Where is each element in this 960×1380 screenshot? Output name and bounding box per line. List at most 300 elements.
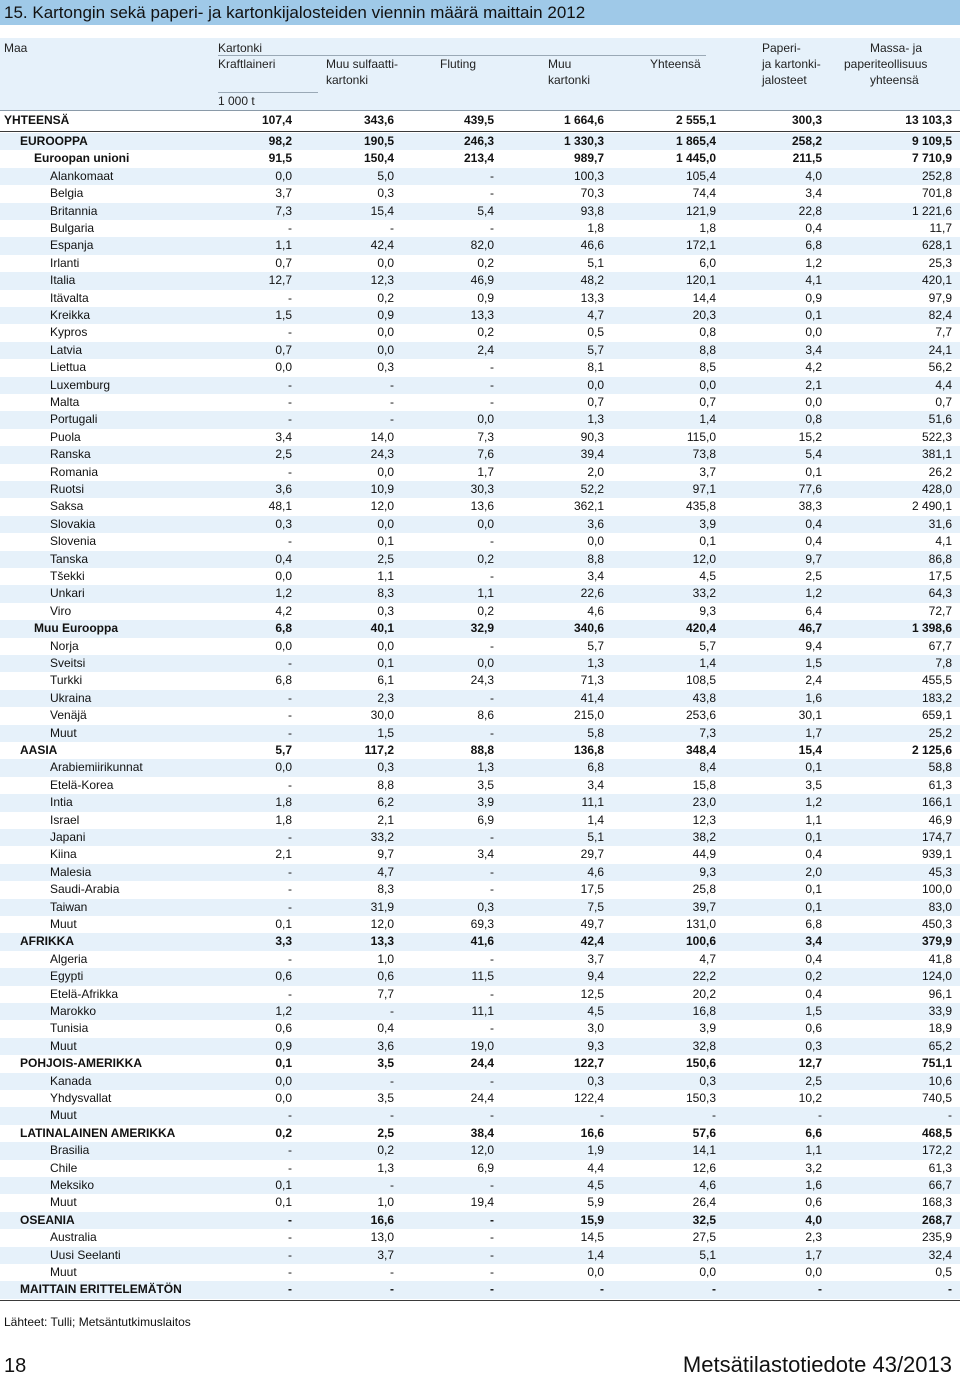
cell-value: 0,0 — [699, 1265, 716, 1279]
cell-value: 3,4 — [477, 847, 494, 862]
cell-value: 3,0 — [587, 1021, 604, 1036]
cell-value: 0,7 — [935, 395, 952, 409]
cell-value: - — [288, 290, 292, 305]
cell-value: - — [948, 1282, 952, 1297]
row-label: Muu Eurooppa — [34, 621, 118, 636]
cell-value: 6,8 — [275, 673, 292, 688]
cell-value: 0,2 — [477, 255, 494, 270]
row-label: Tšekki — [50, 569, 85, 583]
cell-value: 215,0 — [573, 708, 604, 723]
cell-value: 3,4 — [805, 934, 822, 949]
cell-value: 252,8 — [921, 168, 952, 183]
cell-value: 3,7 — [699, 464, 716, 479]
cell-value: 30,1 — [798, 708, 822, 723]
cell-value: 0,2 — [377, 1143, 394, 1158]
cell-value: - — [490, 221, 494, 235]
cell-value: 300,3 — [791, 113, 822, 127]
row-label: Muut — [50, 1195, 77, 1210]
table-row — [0, 220, 960, 237]
cell-value: 2,5 — [805, 1073, 822, 1088]
table-row — [0, 968, 960, 985]
cell-value: 4,1 — [935, 534, 952, 549]
cell-value: 32,4 — [928, 1247, 952, 1262]
cell-value: 41,8 — [928, 951, 952, 966]
cell-value: 24,4 — [470, 1056, 494, 1071]
cell-value: 2,5 — [377, 551, 394, 566]
cell-value: 0,3 — [377, 186, 394, 201]
cell-value: 381,1 — [921, 447, 952, 462]
cell-value: 3,5 — [477, 777, 494, 792]
cell-value: 0,0 — [377, 342, 394, 357]
cell-value: 29,7 — [580, 847, 604, 862]
cell-value: 659,1 — [921, 708, 952, 723]
cell-value: 0,1 — [805, 308, 822, 322]
cell-value: 751,1 — [921, 1056, 952, 1071]
cell-value: 0,3 — [699, 1073, 716, 1088]
cell-value: 66,7 — [928, 1178, 952, 1192]
cell-value: 1,1 — [275, 238, 292, 253]
cell-value: 628,1 — [921, 238, 952, 253]
cell-value: 51,6 — [928, 412, 952, 427]
cell-value: 41,6 — [470, 934, 494, 949]
cell-value: 74,4 — [692, 186, 716, 201]
cell-value: 108,5 — [685, 673, 716, 688]
cell-value: - — [390, 1004, 394, 1018]
cell-value: 124,0 — [921, 969, 952, 984]
cell-value: 10,6 — [928, 1073, 952, 1088]
cell-value: 0,1 — [805, 760, 822, 775]
cell-value: 0,2 — [377, 290, 394, 305]
cell-value: 3,6 — [275, 482, 292, 496]
cell-value: 0,3 — [587, 1073, 604, 1088]
header-kartonki: Kartonki — [218, 41, 263, 55]
table-row — [0, 794, 960, 811]
cell-value: 57,6 — [692, 1125, 716, 1140]
cell-value: - — [490, 186, 494, 201]
table-row — [0, 324, 960, 341]
cell-value: 0,3 — [805, 1038, 822, 1053]
cell-value: - — [288, 830, 292, 844]
table-row — [0, 272, 960, 289]
cell-value: 0,2 — [477, 325, 494, 340]
cell-value: 3,4 — [587, 569, 604, 583]
cell-value: - — [390, 1265, 394, 1279]
cell-value: 6,0 — [699, 255, 716, 270]
header-kraftlaineri: Kraftlaineri — [218, 57, 276, 71]
cell-value: 67,7 — [928, 638, 952, 653]
cell-value: 77,6 — [798, 482, 822, 496]
cell-value: 12,0 — [470, 1143, 494, 1158]
header-massa-3: yhteensä — [870, 73, 919, 87]
cell-value: - — [390, 1108, 394, 1123]
cell-value: 107,4 — [261, 113, 292, 127]
cell-value: 0,3 — [377, 760, 394, 775]
cell-value: 166,1 — [921, 795, 952, 810]
cell-value: 0,8 — [699, 325, 716, 340]
cell-value: 5,7 — [587, 342, 604, 357]
cell-value: 13,6 — [470, 499, 494, 514]
row-label: Bulgaria — [50, 221, 95, 235]
cell-value: 258,2 — [791, 134, 822, 148]
cell-value: 1,4 — [699, 412, 716, 427]
cell-value: - — [490, 1212, 494, 1227]
cell-value: 0,1 — [275, 1178, 292, 1192]
cell-value: 46,9 — [470, 273, 494, 288]
page-title: 15. Kartongin sekä paperi- ja kartonkijalosteiden viennin määrä maittain 2012 — [4, 3, 586, 22]
cell-value: - — [490, 377, 494, 392]
cell-value: - — [390, 221, 394, 235]
cell-value: 0,1 — [805, 882, 822, 897]
row-label: Kiina — [50, 847, 77, 862]
cell-value: 97,1 — [692, 482, 716, 496]
cell-value: 0,1 — [805, 464, 822, 479]
page-number: 18 — [4, 1355, 27, 1377]
cell-value: - — [288, 1108, 292, 1123]
cell-value: 0,6 — [275, 969, 292, 984]
row-label: Ranska — [50, 447, 91, 462]
row-label: Irlanti — [50, 255, 80, 270]
cell-value: 22,8 — [798, 203, 822, 218]
cell-value: 1 445,0 — [675, 151, 716, 166]
table-row — [0, 1264, 960, 1281]
cell-value: 10,9 — [370, 482, 394, 496]
cell-value: 5,9 — [587, 1195, 604, 1210]
table-row — [0, 916, 960, 933]
cell-value: 1 330,3 — [563, 134, 604, 148]
cell-value: 5,4 — [805, 447, 822, 462]
row-label: Espanja — [50, 238, 94, 253]
cell-value: 15,9 — [580, 1212, 604, 1227]
cell-value: 1 221,6 — [911, 203, 952, 218]
cell-value: 9,3 — [699, 603, 716, 618]
row-label: Brasilia — [50, 1143, 90, 1158]
row-label: Euroopan unioni — [34, 151, 130, 166]
cell-value: 235,9 — [921, 1230, 952, 1245]
cell-value: - — [288, 899, 292, 914]
cell-value: 5,1 — [587, 830, 604, 844]
cell-value: 4,7 — [699, 951, 716, 966]
cell-value: 61,3 — [928, 777, 952, 792]
cell-value: - — [490, 1178, 494, 1192]
cell-value: 30,0 — [370, 708, 394, 723]
cell-value: 1,4 — [587, 812, 604, 827]
cell-value: 3,7 — [587, 951, 604, 966]
cell-value: - — [490, 1282, 494, 1297]
row-label: Portugali — [50, 412, 98, 427]
cell-value: 1,0 — [377, 1195, 394, 1210]
cell-value: 4,2 — [275, 603, 292, 618]
table-bottom-rule — [0, 1300, 960, 1301]
cell-value: 121,9 — [685, 203, 716, 218]
cell-value: 8,8 — [699, 342, 716, 357]
cell-value: 5,1 — [587, 255, 604, 270]
cell-value: 13,3 — [470, 308, 494, 322]
cell-value: 38,4 — [470, 1125, 494, 1140]
cell-value: 420,4 — [685, 621, 716, 636]
cell-value: 5,1 — [699, 1247, 716, 1262]
publication-name: Metsätilastotiedote 43/2013 — [682, 1352, 952, 1377]
cell-value: 253,6 — [685, 708, 716, 723]
cell-value: - — [490, 534, 494, 549]
row-label: Meksiko — [50, 1178, 95, 1192]
cell-value: - — [712, 1282, 716, 1297]
cell-value: 1,7 — [805, 725, 822, 740]
cell-value: 6,1 — [377, 673, 394, 688]
row-label: Israel — [50, 812, 80, 827]
cell-value: - — [490, 1073, 494, 1088]
cell-value: 0,7 — [699, 395, 716, 409]
header-massa-1: Massa- ja — [870, 41, 923, 55]
cell-value: 3,7 — [275, 186, 292, 201]
cell-value: - — [490, 951, 494, 966]
cell-value: 65,2 — [928, 1038, 952, 1053]
cell-value: 9 109,5 — [911, 134, 952, 148]
cell-value: 48,1 — [268, 499, 292, 514]
cell-value: 42,4 — [580, 934, 604, 949]
cell-value: 0,0 — [805, 325, 822, 340]
table-row — [0, 881, 960, 898]
cell-value: 1,7 — [477, 464, 494, 479]
table-row — [0, 864, 960, 881]
cell-value: 3,3 — [275, 934, 292, 949]
cell-value: 12,0 — [370, 499, 394, 514]
cell-value: - — [288, 1247, 292, 1262]
row-label: Puola — [50, 429, 81, 444]
cell-value: 24,1 — [928, 342, 952, 357]
cell-value: 7,3 — [699, 725, 716, 740]
cell-value: 150,4 — [363, 151, 394, 166]
cell-value: 0,0 — [377, 255, 394, 270]
row-label: MAITTAIN ERITTELEMÄTÖN — [20, 1282, 182, 1297]
cell-value: 9,7 — [377, 847, 394, 862]
cell-value: - — [390, 395, 394, 409]
cell-value: 22,6 — [580, 586, 604, 601]
cell-value: - — [288, 725, 292, 740]
cell-value: 0,0 — [699, 377, 716, 392]
cell-value: - — [288, 377, 292, 392]
cell-value: 1,8 — [699, 221, 716, 235]
cell-value: - — [490, 569, 494, 583]
cell-value: - — [600, 1108, 604, 1123]
cell-value: 4,5 — [699, 569, 716, 583]
table-row — [0, 1160, 960, 1177]
cell-value: 1,9 — [587, 1143, 604, 1158]
cell-value: 17,5 — [928, 569, 952, 583]
cell-value: 0,4 — [275, 551, 292, 566]
cell-value: 25,2 — [928, 725, 952, 740]
cell-value: 6,6 — [805, 1125, 822, 1140]
cell-value: 3,5 — [377, 1056, 394, 1071]
cell-value: 3,9 — [699, 1021, 716, 1036]
table-row — [0, 777, 960, 794]
table-row — [0, 446, 960, 463]
table-row — [0, 359, 960, 376]
cell-value: 8,5 — [699, 360, 716, 375]
cell-value: 9,3 — [587, 1038, 604, 1053]
cell-value: 52,2 — [580, 482, 604, 496]
cell-value: 0,4 — [805, 847, 822, 862]
cell-value: - — [490, 1021, 494, 1036]
cell-value: 43,8 — [692, 690, 716, 705]
table-row — [0, 1177, 960, 1194]
cell-value: 9,4 — [587, 969, 604, 984]
cell-value: 3,5 — [377, 1091, 394, 1105]
cell-value: 2 490,1 — [911, 499, 952, 514]
cell-value: 49,7 — [580, 917, 604, 931]
cell-value: - — [288, 1212, 292, 1227]
cell-value: 1,1 — [477, 586, 494, 601]
cell-value: 8,3 — [377, 882, 394, 897]
cell-value: 7,8 — [935, 656, 952, 670]
cell-value: 468,5 — [921, 1125, 952, 1140]
cell-value: 122,4 — [573, 1091, 604, 1105]
cell-value: 246,3 — [463, 134, 494, 148]
cell-value: 11,1 — [471, 1004, 494, 1018]
cell-value: 0,9 — [477, 290, 494, 305]
cell-value: - — [288, 325, 292, 340]
cell-value: 2 125,6 — [911, 743, 952, 757]
cell-value: 989,7 — [573, 151, 604, 166]
cell-value: 7 710,9 — [911, 151, 952, 166]
cell-value: 44,9 — [692, 847, 716, 862]
table-row — [0, 1212, 960, 1229]
cell-value: 64,3 — [928, 586, 952, 601]
cell-value: - — [288, 464, 292, 479]
table-row — [0, 255, 960, 272]
cell-value: - — [490, 168, 494, 183]
cell-value: 0,6 — [275, 1021, 292, 1036]
cell-value: 5,7 — [587, 638, 604, 653]
cell-value: 4,0 — [805, 1212, 822, 1227]
cell-value: - — [712, 1108, 716, 1123]
table-row — [0, 429, 960, 446]
cell-value: 1,0 — [377, 951, 394, 966]
cell-value: 340,6 — [573, 621, 604, 636]
row-label: Intia — [50, 795, 73, 810]
cell-value: 0,3 — [377, 360, 394, 375]
cell-value: 1,6 — [805, 690, 822, 705]
cell-value: 131,0 — [685, 917, 716, 931]
table-row — [0, 742, 960, 759]
cell-value: 16,6 — [370, 1212, 394, 1227]
cell-value: - — [490, 395, 494, 409]
cell-value: - — [288, 882, 292, 897]
row-label: Britannia — [50, 203, 98, 218]
cell-value: 0,0 — [587, 1265, 604, 1279]
cell-value: 1,3 — [587, 656, 604, 670]
cell-value: 2,5 — [377, 1125, 394, 1140]
row-label: Slovenia — [50, 534, 97, 549]
cell-value: 0,0 — [805, 395, 822, 409]
cell-value: 450,3 — [921, 917, 952, 931]
cell-value: 46,7 — [798, 621, 822, 636]
row-label: Venäjä — [50, 708, 87, 723]
cell-value: 0,0 — [477, 412, 494, 427]
cell-value: 3,9 — [699, 516, 716, 531]
cell-value: 56,2 — [928, 360, 952, 375]
cell-value: 420,1 — [921, 273, 952, 288]
cell-value: 7,3 — [477, 429, 494, 444]
table-row — [0, 655, 960, 672]
cell-value: 0,4 — [805, 534, 822, 549]
cell-value: - — [288, 951, 292, 966]
cell-value: 26,4 — [692, 1195, 716, 1210]
cell-value: 17,5 — [580, 882, 604, 897]
cell-value: 213,4 — [463, 151, 494, 166]
cell-value: 25,8 — [692, 882, 716, 897]
cell-value: 1,3 — [377, 1160, 394, 1175]
cell-value: 183,2 — [921, 690, 952, 705]
cell-value: - — [490, 638, 494, 653]
cell-value: 362,1 — [573, 499, 604, 514]
cell-value: 1,2 — [275, 1004, 292, 1018]
cell-value: 435,8 — [685, 499, 716, 514]
cell-value: - — [600, 1282, 604, 1297]
cell-value: 14,0 — [370, 429, 394, 444]
cell-value: 4,6 — [587, 864, 604, 879]
cell-value: 0,0 — [275, 760, 292, 775]
header-muu-sulfaatti-1: Muu sulfaatti- — [326, 57, 399, 71]
row-label: Yhdysvallat — [50, 1091, 112, 1105]
cell-value: 0,7 — [275, 342, 292, 357]
cell-value: 19,4 — [470, 1195, 494, 1210]
cell-value: 0,0 — [275, 638, 292, 653]
cell-value: 15,2 — [798, 429, 822, 444]
cell-value: 1,5 — [377, 725, 394, 740]
cell-value: 0,0 — [377, 464, 394, 479]
table-row — [0, 377, 960, 394]
cell-value: 12,0 — [370, 917, 394, 931]
table-row — [0, 1003, 960, 1020]
cell-value: 0,5 — [587, 325, 604, 340]
cell-value: 7,7 — [935, 325, 952, 340]
row-label: Malta — [50, 395, 80, 409]
cell-value: 5,4 — [477, 203, 494, 218]
cell-value: 0,2 — [275, 1125, 292, 1140]
cell-value: 4,2 — [805, 360, 822, 375]
table-row — [0, 481, 960, 498]
cell-value: 0,2 — [477, 551, 494, 566]
cell-value: 5,0 — [377, 168, 394, 183]
row-label: Australia — [50, 1230, 97, 1245]
cell-value: 2,3 — [377, 690, 394, 705]
cell-value: 4,4 — [587, 1160, 604, 1175]
header-muu-2: kartonki — [548, 73, 591, 87]
cell-value: 61,3 — [928, 1160, 952, 1175]
row-label: POHJOIS-AMERIKKA — [20, 1056, 143, 1071]
cell-value: 25,3 — [928, 255, 952, 270]
cell-value: 211,5 — [792, 151, 822, 166]
cell-value: 939,1 — [921, 847, 952, 862]
row-label: Uusi Seelanti — [50, 1247, 121, 1262]
cell-value: 45,3 — [928, 864, 952, 879]
table-row — [0, 725, 960, 742]
cell-value: 8,1 — [587, 360, 604, 375]
row-label: Egypti — [50, 969, 84, 984]
row-label: Algeria — [50, 951, 88, 966]
cell-value: - — [288, 1230, 292, 1245]
header-muu-1: Muu — [548, 57, 572, 71]
row-label: Muut — [50, 1108, 77, 1123]
cell-value: 0,2 — [805, 969, 822, 984]
cell-value: 174,7 — [921, 830, 952, 844]
cell-value: 1 664,6 — [563, 113, 604, 127]
table-row — [0, 342, 960, 359]
cell-value: 1,4 — [699, 656, 716, 670]
cell-value: 1,3 — [587, 412, 604, 427]
cell-value: 190,5 — [363, 134, 394, 148]
cell-value: - — [288, 690, 292, 705]
